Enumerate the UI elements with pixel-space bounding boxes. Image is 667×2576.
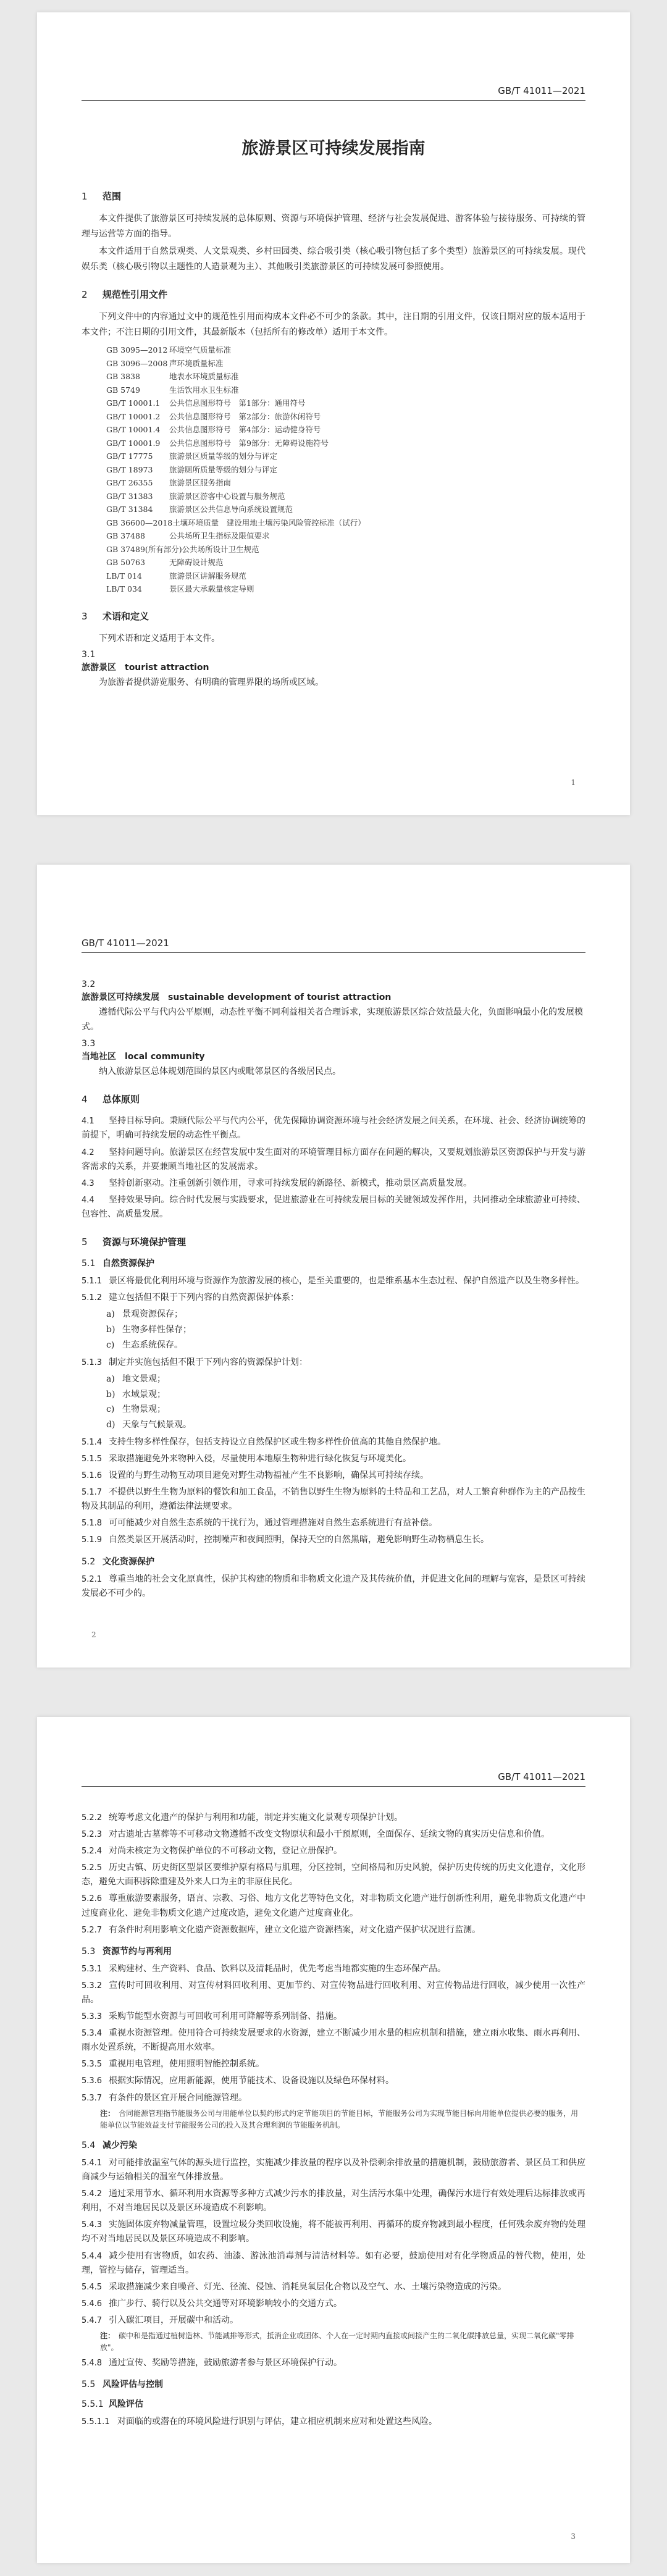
clause-number: 5.4.4 xyxy=(82,2251,103,2261)
clause-number: 5.2.5 xyxy=(82,1863,103,1873)
term-name: 旅游景区可持续发展 sustainable development of tourist attraction xyxy=(82,992,392,1002)
clause-text: 可可能减少对自然生态系统的干扰行为，通过管理措施对自然生态系统进行有益补偿。 xyxy=(109,1518,437,1529)
reference-item xyxy=(106,343,585,357)
page-2-content xyxy=(82,976,585,1603)
clause xyxy=(82,1193,585,1222)
standard-code: GB/T 41011—2021 xyxy=(82,938,169,949)
list-text: 天象与气候景观。 xyxy=(122,1420,191,1430)
clause-number: 5.1.5 xyxy=(82,1454,103,1464)
list-item xyxy=(106,1372,585,1387)
clause-text: 对可能排放温室气体的源头进行监控，实施减少排放量的程序以及补偿剩余排放量的措施机制，鼓励旅游者、景区员工和供应商减少与运输相关的温室气体排放量。 xyxy=(82,2157,585,2183)
section-heading: 3 术语和定义 xyxy=(82,610,149,622)
clause-text: 不提供以野生生物为原料的餐饮和加工食品，不销售以野生生物为原料的土特品和工艺品，对人工繁育种群作为主的产品按生物及其制品的利用，遵循法律法规要求。 xyxy=(82,1487,585,1512)
header-rule xyxy=(82,952,585,953)
term-number: 3.1 xyxy=(82,650,96,660)
list-marker: d) xyxy=(106,1420,115,1430)
standard-code: GB/T 41011—2021 xyxy=(498,1771,585,1782)
clause xyxy=(82,1452,585,1466)
standard-code: GB/T 41011—2021 xyxy=(498,85,585,96)
page-1-content xyxy=(82,116,585,693)
clause-list xyxy=(82,1811,585,1937)
clause-text: 设置的与野生动物互动项目避免对野生动物福祉产生不良影响，确保其可持续存续。 xyxy=(109,1471,429,1481)
clause-number: 5.2.3 xyxy=(82,1830,103,1840)
reference-title: 公共信息图形符号 第2部分：旅游休闲符号 xyxy=(169,411,321,421)
clause-number: 5.1.9 xyxy=(82,1535,103,1545)
clause: 5.5.1.1 对面临的或潜在的环境风险进行识别与评估，建立相应机制来应对和处置这些风险。 xyxy=(82,2417,437,2427)
clause-text: 实施固体废弃物减量管理，设置垃圾分类回收设施，将不能被再利用、再循环的废弃物减到最小程度，任何残余废弃物的处理均不对当地居民以及景区环境造成不利影响。 xyxy=(82,2220,585,2244)
reference-code: GB 37489(所有部分) xyxy=(106,544,182,554)
clause-number: 5.3.4 xyxy=(82,2029,103,2039)
list-marker: b) xyxy=(106,1325,115,1335)
section-heading: 1 范围 xyxy=(82,191,122,202)
reference-item xyxy=(106,410,585,424)
clause-number: 5.3.2 xyxy=(82,1981,103,1991)
list-item xyxy=(106,1403,585,1417)
list-text: 水域景观； xyxy=(122,1389,166,1399)
page-number: 2 xyxy=(91,1630,96,1639)
clause: 5.1.1 景区将最优化利用环境与资源作为旅游发展的核心，是至关重要的，也是维系基本生态过程、保护自然遗产以及生物多样性。 xyxy=(82,1276,584,1286)
clause xyxy=(82,1146,585,1174)
clause-text: 历史古镇、历史街区型景区要维护原有格局与肌理，分区控制，空间格局和历史风貌，保护历史传统的历史文化遗存，文化形态，避免大面积拆除重建及外来人口为主的非原住民化。 xyxy=(82,1863,585,1887)
clause xyxy=(82,1979,585,2007)
clause-text: 有条件时利用影响文化遗产资源数据库，建立文化遗产资源档案，对文化遗产保护状况进行监测。 xyxy=(109,1924,480,1935)
clause-number: 5.3.6 xyxy=(82,2076,103,2086)
reference-item xyxy=(106,516,585,530)
reference-title: 公共场所卫生指标及限值要求 xyxy=(169,531,270,540)
list-item xyxy=(106,1418,585,1433)
reference-title: 生活饮用水卫生标准 xyxy=(169,385,239,395)
reference-item xyxy=(106,582,585,596)
clause-number: 5.4.7 xyxy=(82,2315,103,2325)
reference-code: GB 3096—2008 xyxy=(106,358,168,368)
clause-text: 重视用电管理，使用照明智能控制系统。 xyxy=(109,2059,264,2070)
clause-number: 5.2.7 xyxy=(82,1925,103,1935)
reference-code: GB 3838 xyxy=(106,372,140,381)
reference-code: GB/T 31383 xyxy=(106,491,153,501)
clause xyxy=(82,2314,585,2328)
clause: 5.1.3 制定并实施包括但不限于下列内容的资源保护计划： xyxy=(82,1357,308,1367)
note: 注： 合同能源管理指节能服务公司与用能单位以契约形式约定节能项目的节能目标，节能服务公司为实现节能目标向用能单位提供必要的服务，用能单位以节能效益支付节能服务公司的投入及其合理利润的节能服务机制。 xyxy=(100,2108,579,2129)
reference-item xyxy=(106,490,585,503)
reference-item xyxy=(106,543,585,556)
reference-item xyxy=(106,569,585,583)
clause xyxy=(82,2297,585,2311)
clause xyxy=(82,1485,585,1514)
page-3-content xyxy=(82,1808,585,2432)
reference-code: GB 50763 xyxy=(106,558,145,567)
reference-title: 公共场所设计卫生规范 xyxy=(182,544,259,554)
clause-number: 5.3.5 xyxy=(82,2060,103,2070)
reference-title: 景区最大承载量核定导则 xyxy=(169,584,254,594)
section-heading: 4 总体原则 xyxy=(82,1094,140,1105)
clause-number: 5.4.1 xyxy=(82,2158,103,2168)
list-text: 生物多样性保存； xyxy=(122,1325,191,1335)
reference-code: GB 37488 xyxy=(106,531,145,540)
clause: 5.4.8 通过宣传、奖励等措施，鼓励旅游者参与景区环境保护行动。 xyxy=(82,2358,342,2368)
paragraph: 下列文件中的内容通过文中的规范性引用而构成本文件必不可少的条款。其中，注日期的引用文件，仅该日期对应的版本适用于本文件；不注日期的引用文件，其最新版本（包括所有的修改单）适用于本文件。 xyxy=(82,312,585,337)
term-definition: 为旅游者提供游览服务、有明确的管理界限的场所或区域。 xyxy=(99,678,324,687)
clause-text: 对古遗址古墓葬等不可移动文物遵循不改变文物原状和最小干预原则，全面保存、延续文物的真实历史信息和价值。 xyxy=(109,1829,550,1840)
list-item xyxy=(106,1338,585,1353)
clause-text: 引入碳汇项目，开展碳中和活动。 xyxy=(109,2315,238,2325)
clause-list xyxy=(82,1435,585,1548)
reference-item xyxy=(106,503,585,516)
reference-code: GB/T 10001.4 xyxy=(106,425,161,434)
clause xyxy=(82,2280,585,2294)
clause-text: 坚持问题导向。旅游景区在经营发展中发生面对的环境管理目标方面存在问题的解决，又要规划旅游景区资源保护与开发与游客需求的关系，并要兼顾当地社区的发展需求。 xyxy=(82,1147,585,1172)
reference-item xyxy=(106,357,585,371)
clause-text: 采购建材、生产资料、食品、饮料以及清耗品时，优先考虑当地都实施的生态环保产品。 xyxy=(109,1963,446,1974)
clause-text: 支持生物多样性保存，包括支持设立自然保护区或生物多样性价值高的其他自然保护地。 xyxy=(109,1437,446,1447)
clause-number: 5.1.8 xyxy=(82,1519,103,1529)
list-item xyxy=(106,1307,585,1322)
term-definition: 遵循代际公平与代内公平原则，动态性平衡不同利益相关者合理诉求，实现旅游景区综合效益最大化，负面影响最小化的发展模式。 xyxy=(82,1007,583,1032)
reference-code: GB/T 18973 xyxy=(106,464,153,474)
reference-title: 公共信息图形符号 第9部分：无障碍设施符号 xyxy=(169,438,329,448)
clause-text: 自然类景区开展活动时，控制噪声和夜间照明，保持天空的自然黑暗，避免影响野生动物栖息生长。 xyxy=(109,1535,489,1545)
clause xyxy=(82,1923,585,1937)
reference-code: GB/T 10001.1 xyxy=(106,398,161,408)
reference-title: 声环境质量标准 xyxy=(169,358,224,368)
section-heading: 2 规范性引用文件 xyxy=(82,289,168,300)
subsection-heading: 5.5 风险评估与控制 xyxy=(82,2380,163,2390)
reference-title: 旅游厕所质量等级的划分与评定 xyxy=(169,464,278,474)
clause-text: 统筹考虑文化遗产的保护与利用和功能，制定并实施文化景观专项保护计划。 xyxy=(109,1813,403,1823)
clause: 5.2.1 尊重当地的社会文化原真性，保护其构建的物质和非物质文化遗产及其传统价值，并促进文化间的理解与宽容，是景区可持续发展必不可少的。 xyxy=(82,1574,585,1598)
clause-text: 坚持创新驱动。注重创新引领作用，寻求可持续发展的新路径、新模式，推动景区高质量发展。 xyxy=(109,1178,472,1188)
document-page-1 xyxy=(37,12,630,815)
reference-title: 无障碍设计规范 xyxy=(169,558,224,567)
clause-number: 5.4.5 xyxy=(82,2282,103,2292)
clause xyxy=(82,2010,585,2024)
reference-item xyxy=(106,423,585,437)
note: 注： 碳中和是指通过植树造林、节能减排等形式，抵消企业或团体、个人在一定时期内直接或间接产生的二氧化碳排放总量，实现二氧化碳"零排放"。 xyxy=(100,2331,574,2352)
reference-item xyxy=(106,476,585,490)
list-marker: b) xyxy=(106,1389,115,1399)
clause xyxy=(82,2026,585,2055)
list-item xyxy=(106,1323,585,1338)
reference-code: GB/T 10001.9 xyxy=(106,438,161,448)
reference-code: GB 5749 xyxy=(106,385,140,395)
clause xyxy=(82,1962,585,1976)
clause-number: 5.1.7 xyxy=(82,1488,103,1498)
subsection-heading: 5.4 减少污染 xyxy=(82,2140,137,2150)
reference-title: 公共信息图形符号 第1部分：通用符号 xyxy=(169,398,306,408)
reference-code: GB/T 10001.2 xyxy=(106,411,161,421)
clause xyxy=(82,1827,585,1842)
paragraph: 本文件提供了旅游景区可持续发展的总体原则、资源与环境保护管理、经济与社会发展促进、游客体验与接待服务、可持续的管理与运营等方面的指导。 xyxy=(82,214,585,239)
clause-list xyxy=(82,1962,585,2105)
clause-text: 重视水资源管理。使用符合可持续发展要求的水资源，建立不断减少用水量的相应机制和措施，建立雨水收集、雨水再利用、雨水处置系统，不断提高用水效率。 xyxy=(82,2028,585,2053)
clause-number: 5.3.1 xyxy=(82,1964,103,1974)
clause xyxy=(82,1469,585,1483)
reference-code: LB/T 034 xyxy=(106,584,142,594)
reference-code: GB 36600—2018 xyxy=(106,518,173,527)
document-page-3 xyxy=(37,1717,630,2563)
section-heading: 5 资源与环境保护管理 xyxy=(82,1236,187,1248)
clause xyxy=(82,1435,585,1450)
clause-text: 减少使用有害物质，如农药、油漆、游泳池消毒剂与清洁材料等。如有必要，鼓励使用对有化学物质品的替代物，使用，处理，管控与储存，管理适当。 xyxy=(82,2251,585,2275)
clause xyxy=(82,2218,585,2246)
clause-list xyxy=(82,2156,585,2328)
reference-item xyxy=(106,437,585,450)
list-marker: c) xyxy=(106,1340,115,1350)
reference-item xyxy=(106,556,585,569)
subsection-heading: 5.3 资源节约与再利用 xyxy=(82,1946,172,1957)
term-definition: 纳入旅游景区总体规划范围的景区内或毗邻景区的各级居民点。 xyxy=(99,1066,341,1076)
header-rule xyxy=(82,1786,585,1787)
clause-number: 5.3.3 xyxy=(82,2012,103,2022)
reference-item xyxy=(106,396,585,410)
reference-title: 旅游景区讲解服务规范 xyxy=(169,571,247,581)
clause-text: 宣传时可回收利用、对宣传材料回收利用、更加节约、对宣传物品进行回收利用、对宣传物品进行回收，减少使用一次性产品。 xyxy=(82,1980,585,2005)
clause xyxy=(82,1114,585,1143)
page-number: 1 xyxy=(571,778,576,787)
principles-list xyxy=(82,1114,585,1222)
clause xyxy=(82,1516,585,1530)
reference-title: 地表水环境质量标准 xyxy=(169,372,239,381)
clause xyxy=(82,1892,585,1920)
reference-code: GB/T 31384 xyxy=(106,505,153,514)
term-number: 3.2 xyxy=(82,980,96,989)
reference-title: 旅游景区公共信息导向系统设置规范 xyxy=(169,505,293,514)
clause xyxy=(82,1844,585,1858)
clause-text: 采取措施减少来自噪音、灯光、径流、侵蚀、消耗臭氧层化合物以及空气、水、土壤污染物造成的污染。 xyxy=(109,2281,506,2292)
list-marker: a) xyxy=(106,1374,115,1384)
clause-number: 4.4 xyxy=(82,1195,94,1205)
clause-text: 坚持效果导向。综合时代发展与实践要求，促进旅游业在可持续发展目标的关键领域发挥作用，共同推动全球旅游业可持续、包容性、高质量发展。 xyxy=(82,1194,585,1219)
clause-text: 通过采用节水、循环利用水资源等多种方式减少污水的排放量，对生活污水集中处理，确保污水进行有效处理后达标排放或再利用，不对当地居民以及景区环境造成不利影响。 xyxy=(82,2189,585,2213)
clause-number: 5.4.3 xyxy=(82,2220,103,2230)
clause xyxy=(82,2057,585,2071)
subsection-heading: 5.2 文化资源保护 xyxy=(82,1556,154,1567)
clause-text: 采购节能型水资源与可回收可利用可降解等系列制备、措施。 xyxy=(109,2012,342,2022)
clause-number: 4.3 xyxy=(82,1178,94,1188)
list-text: 生态系统保存。 xyxy=(122,1340,183,1350)
clause-text: 坚持目标导向。秉顾代际公平与代内公平，优先保障协调资源环境与社会经济发展之间关系，在环境、社会、经济协调统筹的前提下，明确可持续发展的动态性平衡点。 xyxy=(82,1116,585,1141)
clause xyxy=(82,2156,585,2184)
reference-item xyxy=(106,384,585,397)
term-number: 3.3 xyxy=(82,1038,96,1049)
list-text: 地文景观； xyxy=(122,1374,166,1384)
list-text: 生物景观； xyxy=(122,1404,166,1415)
clause xyxy=(82,1533,585,1547)
clause-number: 5.2.4 xyxy=(82,1847,103,1856)
clause xyxy=(82,1177,585,1191)
reference-title: 环境空气质量标准 xyxy=(169,345,232,355)
clause-text: 根据实际情况，应用新能源，使用节能技术、设备设施以及绿色环保材料。 xyxy=(109,2076,394,2086)
reference-code: GB 3095—2012 xyxy=(106,345,168,355)
clause xyxy=(82,1811,585,1825)
list-marker: c) xyxy=(106,1404,115,1415)
clause-number: 5.4.6 xyxy=(82,2299,103,2309)
clause-text: 推广步行、骑行以及公共交通等对环境影响较小的交通方式。 xyxy=(109,2298,342,2309)
clause-number: 4.1 xyxy=(82,1117,94,1126)
reference-item xyxy=(106,450,585,463)
clause-text: 采取措施避免外来物种入侵，尽量使用本地原生物种进行绿化恢复与环境美化。 xyxy=(109,1454,411,1464)
clause xyxy=(82,1861,585,1889)
reference-item xyxy=(106,463,585,477)
term-name: 当地社区 local community xyxy=(82,1051,205,1062)
clause-number: 5.2.6 xyxy=(82,1894,103,1904)
page-number: 3 xyxy=(571,2532,576,2541)
clause-number: 4.2 xyxy=(82,1147,94,1157)
reference-title: 土壤环境质量 建设用地土壤污染风险管控标准（试行） xyxy=(172,518,366,527)
clause-number: 5.1.4 xyxy=(82,1437,103,1447)
protection-system-list xyxy=(82,1307,585,1353)
term-name: 旅游景区 tourist attraction xyxy=(82,663,209,673)
normative-reference-list xyxy=(106,343,585,596)
reference-code: GB/T 17775 xyxy=(106,451,153,461)
reference-title: 旅游景区质量等级的划分与评定 xyxy=(169,451,278,461)
paragraph: 下列术语和定义适用于本文件。 xyxy=(99,633,220,644)
reference-code: LB/T 014 xyxy=(106,571,142,581)
clause-number: 5.1.6 xyxy=(82,1471,103,1481)
clause xyxy=(82,2187,585,2215)
subsection-heading: 5.1 自然资源保护 xyxy=(82,1259,154,1269)
list-text: 景观资源保存； xyxy=(122,1309,183,1320)
paragraph: 本文件适用于自然景观类、人文景观类、乡村田园类、综合吸引类（核心吸引物包括了多个类型）旅游景区的可持续发展。现代娱乐类（核心吸引物以主题性的人造景观为主）、其他吸引类旅游景区的可持续发展可参照使用。 xyxy=(82,246,585,272)
protection-plan-list xyxy=(82,1372,585,1433)
list-item xyxy=(106,1388,585,1403)
reference-title: 旅游景区游客中心设置与服务规范 xyxy=(169,491,285,501)
reference-item xyxy=(106,370,585,384)
subsection-heading: 5.5.1 风险评估 xyxy=(82,2399,143,2410)
header-rule xyxy=(82,100,585,101)
clause xyxy=(82,2249,585,2278)
clause-text: 尊重旅游要素服务，语言、宗教、习俗、地方文化艺等特色文化，对非物质文化遗产进行创新性利用，避免非物质文化遗产中过度商业化、避免非物质文化遗产过度改造，避免文化遗产过度商业化。 xyxy=(82,1894,585,1918)
clause-number: 5.2.2 xyxy=(82,1813,103,1823)
reference-title: 旅游景区服务指南 xyxy=(169,478,232,487)
clause: 5.1.2 建立包括但不限于下列内容的自然资源保护体系： xyxy=(82,1293,299,1303)
reference-code: GB/T 26355 xyxy=(106,478,153,487)
clause xyxy=(82,2091,585,2105)
clause-text: 对尚未核定为文物保护单位的不可移动文物，登记立册保护。 xyxy=(109,1846,342,1856)
clause-number: 5.3.7 xyxy=(82,2093,103,2103)
clause xyxy=(82,2074,585,2088)
clause-text: 有条件的景区宜开展合同能源管理。 xyxy=(109,2092,247,2103)
document-page-2 xyxy=(37,865,630,1668)
list-marker: a) xyxy=(106,1309,115,1320)
reference-item xyxy=(106,529,585,543)
document-title: 旅游景区可持续发展指南 xyxy=(241,139,426,158)
reference-title: 公共信息图形符号 第4部分：运动健身符号 xyxy=(169,425,321,434)
clause-number: 5.4.2 xyxy=(82,2189,103,2199)
